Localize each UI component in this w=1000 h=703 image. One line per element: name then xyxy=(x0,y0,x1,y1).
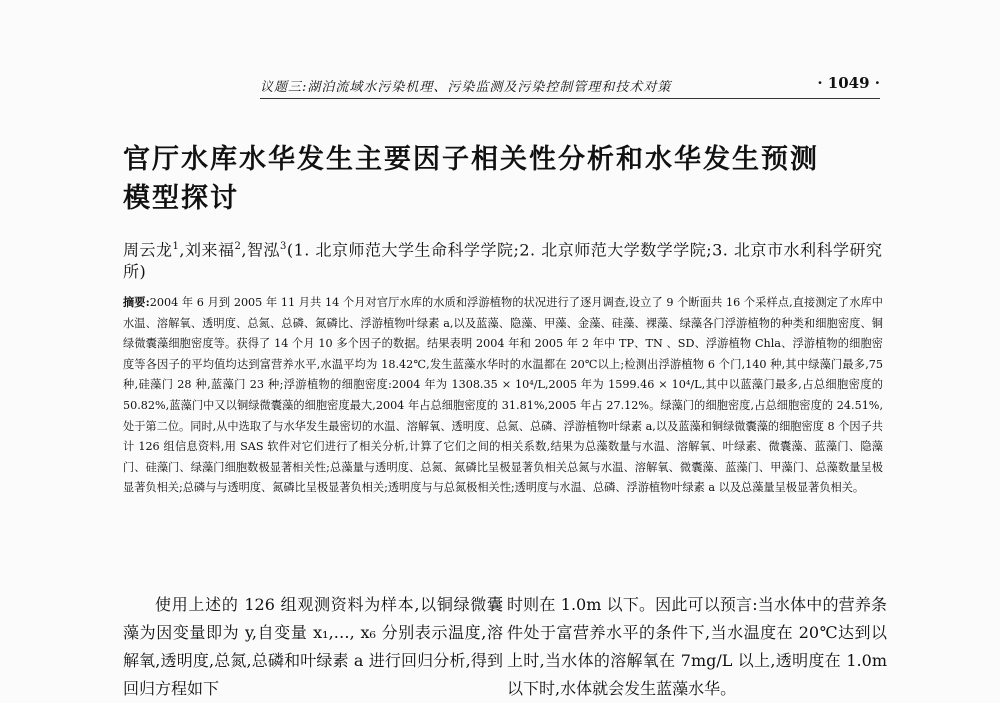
abstract-text: 2004 年 6 月到 2005 年 11 月共 14 个月对官厅水库的水质和浮游植物的状况进行了逐月调查,设立了 9 个断面共 16 个采样点,直接测定了水库中水温、溶解氧、透明度、总氮、总磷、氮磷比、浮游植物叶绿素 a,以及蓝藻、隐藻、甲藻、金藻、硅藻、裸藻、绿藻各门浮游植物的种类和细胞密度、铜绿微囊藻细胞密度等。获得了 14 个月 10 多个因子的数据。结果表明 2004 年和 2005 年 2 年中 TP、TN 、SD、浮游植物 Chla、浮游植物的细胞密度等各因子的平均值均达到富营养水平,水温平均为 18.42℃,发生蓝藻水华时的水温都在 20℃以上;检测出浮游植物 6 个门,140 种,其中绿藻门最多,75 种,硅藻门 28 种,蓝藻门 23 种;浮游植物的细胞密度:2004 年为 1308.35 × 10⁴/L,2005 年为 1599.46 × 10⁴/L,其中以蓝藻门最多,占总细胞密度的 50.82%,蓝藻门中又以铜绿微囊藻的细胞密度最大,2004 年占总细胞密度的 31.81%,2005 年占 27.12%。绿藻门的细胞密度,占总细胞密度的 24.51%,处于第二位。同时,从中选取了与水华发生最密切的水温、溶解氧、透明度、总氮、总磷、浮游植物叶绿素 a,以及蓝藻和铜绿微囊藻的细胞密度 8 个因子共计 126 组信息资料,用 SAS 软件对它们进行了相关分析,计算了它们之间的相关系数,结果为总藻数量与水温、溶解氧、叶绿素、微囊藻、蓝藻门、隐藻门、硅藻门、绿藻门细胞数极显著相关性;总藻量与透明度、总氮、氮磷比呈极显著负相关总氮与水温、溶解氧、微囊藻、蓝藻门、甲藻门、总藻数量呈极显著负相关;总磷与与透明度、氮磷比呈极显著负相关;透明度与与总氮极相关性;透明度与水温、总磷、浮游植物叶绿素 a 以及总藻量呈极显著负相关。 xyxy=(123,296,883,495)
abstract xyxy=(123,292,883,499)
author-1-affiliation-mark: 1 xyxy=(172,241,180,252)
author-2: 刘来福 xyxy=(184,240,235,260)
author-separator-2: , xyxy=(241,240,247,260)
header-rule xyxy=(260,98,880,99)
title-line-2: 模型探讨 xyxy=(123,183,239,214)
title-line-1: 官厅水库水华发生主要因子相关性分析和水华发生预测 xyxy=(123,144,819,175)
author-3: 智泓 xyxy=(246,240,280,260)
author-separator-1: , xyxy=(179,240,185,260)
author-1: 周云龙 xyxy=(123,240,173,260)
page-number: · 1049 · xyxy=(817,74,880,92)
paper-title xyxy=(123,140,883,218)
author-3-affiliation-mark: 3 xyxy=(279,241,287,252)
running-head xyxy=(260,74,880,98)
author-line xyxy=(123,236,903,283)
author-2-affiliation-mark: 2 xyxy=(234,241,242,252)
body-column-right: 时则在 1.0m 以下。因此可以预言:当水体中的营养条件处于富营养水平的条件下,当水温度在 20℃达到以上时,当水体的溶解氧在 7mg/L 以上,透明度在 1.0m 以下时,水体就会发生蓝藻水华。 xyxy=(507,595,887,698)
affiliations: (1. 北京师范大学生命科学学院;2. 北京师范大学数学学院;3. 北京市水利科学研究所) xyxy=(123,240,883,282)
running-head-text: 议题三:湖泊流域水污染机理、污染监测及污染控制管理和技术对策 xyxy=(260,80,672,95)
abstract-label: 摘要: xyxy=(123,295,150,309)
body-column-left: 使用上述的 126 组观测资料为样本,以铜绿微囊藻为因变量即为 y,自变量 x₁,…, x₆ 分别表示温度,溶解氧,透明度,总氮,总磷和叶绿素 a 进行回归分析,得到回归方程如下 xyxy=(123,595,503,698)
